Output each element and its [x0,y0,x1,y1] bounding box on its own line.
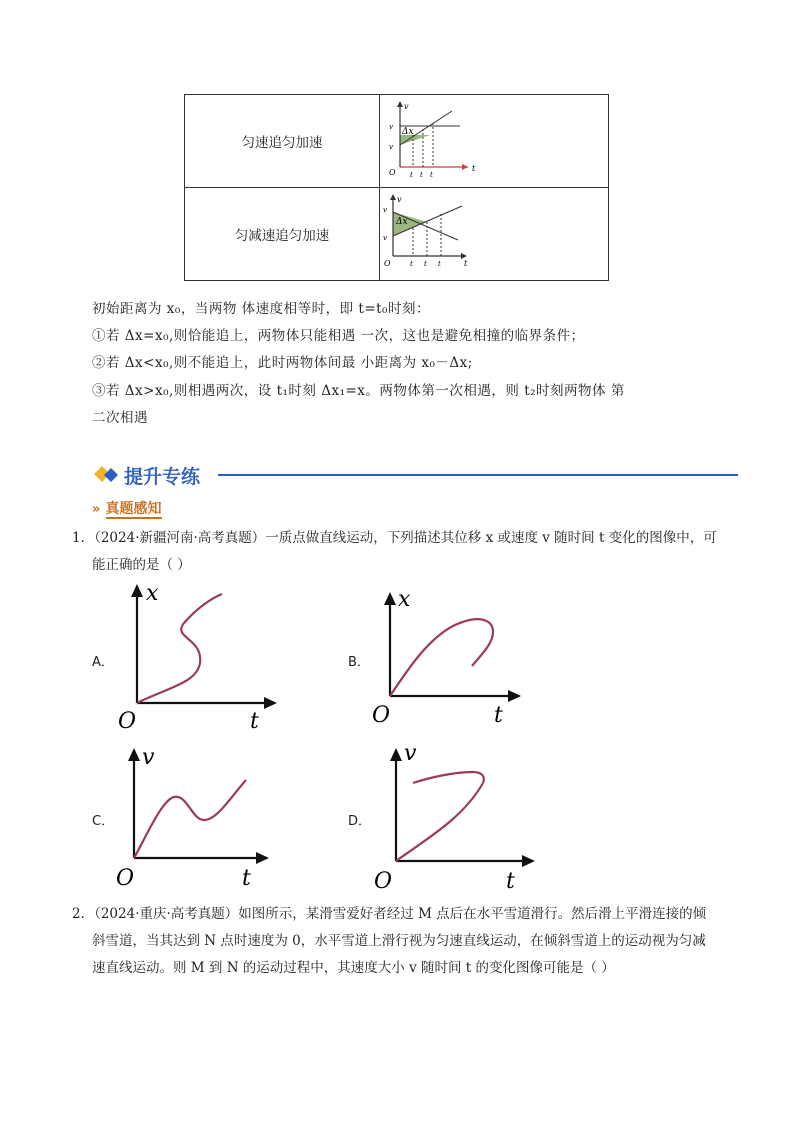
option-c-label[interactable]: C． [92,814,115,829]
y-axis-label: v [142,745,155,770]
y-axis-label: v [404,741,417,766]
table-row-label: 匀速追匀加速 [185,95,380,188]
v-axis-label: v [404,102,409,111]
option-b-graph [368,584,528,734]
section-divider [218,474,738,476]
t2-label: t [430,171,433,179]
diamond-icon [94,464,120,486]
case-1-line: ①若 Δx=x₀,则恰能追上，两物体只能相遇 一次，这也是避免相撞的临界条件； [92,328,585,344]
option-d-label[interactable]: D． [348,814,372,829]
table-graph-cell [380,95,609,188]
case-3-line: ③若 Δx>x₀,则相遇两次，设 t₁时刻 Δx₁=x。两物体第一次相遇，则 t₂时刻两物体 第 [92,383,625,399]
section-title: 提升专练 [124,466,201,488]
decelerating-vs-accelerating-graph [380,188,608,276]
origin-label: O [374,869,393,894]
subsection-title: 真题感知 [105,501,162,517]
t1-label: t [410,171,413,179]
question-1-line: 1．（2024·新疆河南·高考真题）一质点做直线运动，下列描述其位移 x 或速度 v 随时间 t 变化的图像中，可 [72,530,717,546]
option-d-graph [368,738,543,896]
question-2-line: 2．（2024·重庆·高考真题）如图所示，某滑雪爱好者经过 M 点后在水平雪道滑行。然后滑上平滑连接的倾 [72,906,707,922]
option-b-label[interactable]: B． [348,655,370,670]
t0-label: t [420,171,423,179]
origin-label: O [116,866,135,890]
section-header [92,462,742,488]
table-graph-cell [380,188,609,281]
subsection-header [92,498,162,518]
t0-label: t [424,260,427,268]
comparison-table [184,94,609,281]
v2-label: v [389,123,393,131]
table-row-label: 匀减速追匀加速 [185,188,380,281]
question-2-line: 速直线运动。则 M 到 N 的运动过程中，其速度大小 v 随时间 t 的变化图像可能是（ ） [92,960,615,976]
intro-line: 初始距离为 x₀，当两物 体速度相等时，即 t=t₀时刻： [92,301,430,317]
t-axis-label: t [464,259,468,268]
option-a-label[interactable]: A． [92,655,114,670]
case-3-line-continued: 二次相遇 [92,410,148,426]
origin-label: O [118,709,137,734]
question-1-line: 能正确的是（ ） [92,557,191,573]
x-axis-label: t [494,703,503,728]
double-chevron-icon: » [92,502,101,517]
origin-label: O [384,259,391,268]
option-a-graph [112,578,282,738]
v2-label: v [383,206,387,214]
t1-label: t [410,260,413,268]
y-axis-label: x [398,587,411,612]
x-axis-label: t [242,866,251,890]
option-c-graph [112,740,277,890]
v1-label: v [383,234,387,242]
question-2-line: 斜雪道，当其达到 N 点时速度为 0，水平雪道上滑行视为匀速直线运动，在倾斜雪道上的运动视为匀减 [92,933,706,949]
v1-label: v [389,143,393,151]
origin-label: O [372,703,391,728]
x-axis-label: t [250,709,259,734]
x-axis-label: t [506,869,515,894]
y-axis-label: x [146,581,159,606]
uniform-vs-accelerating-graph [380,95,608,183]
case-2-line: ②若 Δx<x₀,则不能追上，此时两物体间最 小距离为 x₀－Δx; [92,355,473,371]
delta-x-label: Δx [402,127,414,137]
t-axis-label: t [472,164,476,173]
v-axis-label: v [397,195,402,204]
delta-x-label: Δx [396,217,408,227]
origin-label: O [389,168,396,177]
t2-label: t [438,260,441,268]
